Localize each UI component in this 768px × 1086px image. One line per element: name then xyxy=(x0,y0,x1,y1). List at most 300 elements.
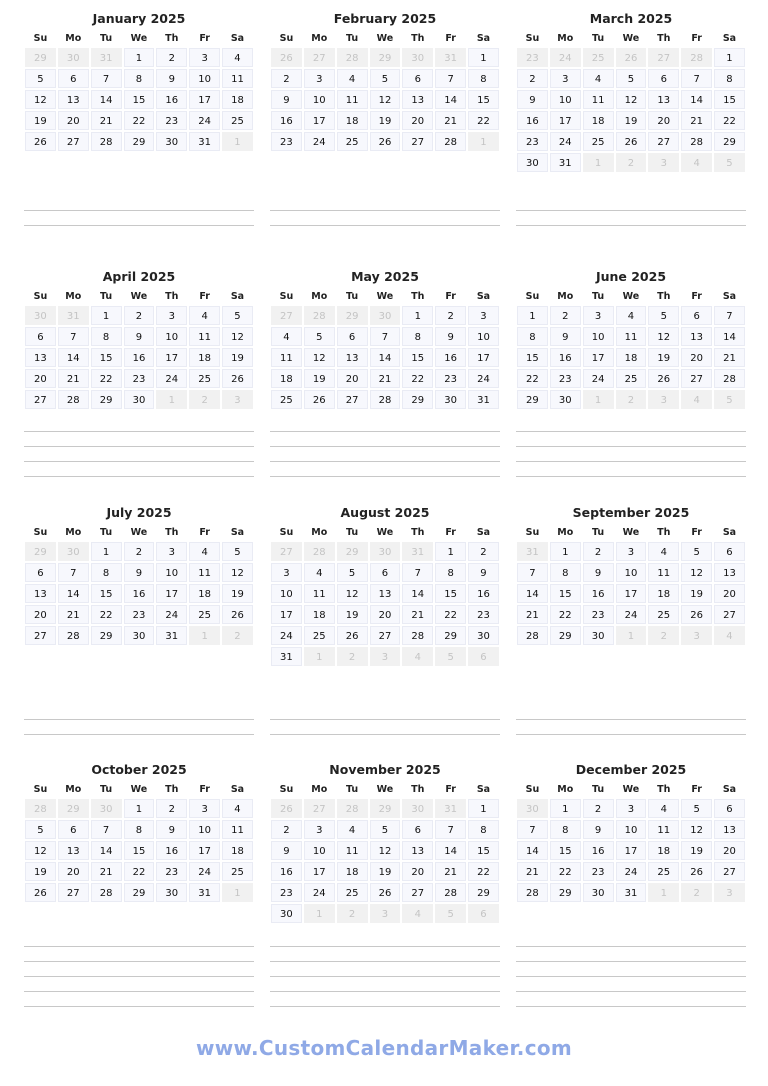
day-cell: 25 xyxy=(648,605,679,624)
day-cell: 27 xyxy=(337,390,368,409)
day-cell: 29 xyxy=(91,390,122,409)
adjacent-month-day: 30 xyxy=(91,799,122,818)
note-line xyxy=(24,431,254,432)
day-cell: 18 xyxy=(648,584,679,603)
day-cell: 12 xyxy=(222,563,253,582)
day-cell: 16 xyxy=(435,348,466,367)
day-cell: 13 xyxy=(714,563,745,582)
day-cell: 18 xyxy=(222,90,253,109)
adjacent-month-day: 28 xyxy=(681,48,712,67)
month-title: November 2025 xyxy=(329,762,441,777)
day-cell: 11 xyxy=(189,327,220,346)
day-cell: 15 xyxy=(468,841,499,860)
day-cell: 17 xyxy=(304,862,335,881)
day-cell: 10 xyxy=(271,584,302,603)
weekday-header: We xyxy=(376,784,394,795)
day-cell: 24 xyxy=(550,132,581,151)
day-cell: 17 xyxy=(550,111,581,130)
day-cell: 1 xyxy=(402,306,433,325)
day-cell: 18 xyxy=(337,111,368,130)
day-cell: 5 xyxy=(681,799,712,818)
day-cell: 27 xyxy=(681,369,712,388)
month-5 xyxy=(270,258,500,410)
note-line xyxy=(24,961,254,962)
day-cell: 15 xyxy=(468,90,499,109)
adjacent-month-day: 27 xyxy=(304,48,335,67)
day-cell: 29 xyxy=(124,132,155,151)
adjacent-month-day: 30 xyxy=(25,306,56,325)
day-cell: 20 xyxy=(58,862,89,881)
day-cell: 23 xyxy=(156,111,187,130)
day-cell: 29 xyxy=(468,883,499,902)
day-cell: 6 xyxy=(370,563,401,582)
day-cell: 15 xyxy=(550,841,581,860)
day-cell: 31 xyxy=(156,626,187,645)
adjacent-month-day: 29 xyxy=(58,799,89,818)
day-cell: 15 xyxy=(714,90,745,109)
day-cell: 22 xyxy=(124,862,155,881)
day-cell: 23 xyxy=(583,862,614,881)
weekday-header: Sa xyxy=(476,527,491,538)
adjacent-month-day: 26 xyxy=(271,48,302,67)
note-line xyxy=(270,210,500,211)
day-cell: 17 xyxy=(468,348,499,367)
weekday-header: Mo xyxy=(311,784,328,795)
day-cell: 21 xyxy=(517,605,548,624)
month-grid xyxy=(270,289,500,410)
weekday-header: We xyxy=(130,291,148,302)
day-cell: 5 xyxy=(616,69,647,88)
day-cell: 5 xyxy=(370,69,401,88)
day-cell: 29 xyxy=(550,626,581,645)
day-cell: 4 xyxy=(337,820,368,839)
adjacent-month-day: 1 xyxy=(222,883,253,902)
day-cell: 20 xyxy=(402,111,433,130)
day-cell: 26 xyxy=(222,605,253,624)
day-cell: 16 xyxy=(583,841,614,860)
day-cell: 31 xyxy=(189,883,220,902)
day-cell: 26 xyxy=(304,390,335,409)
day-cell: 7 xyxy=(517,563,548,582)
day-cell: 11 xyxy=(337,841,368,860)
adjacent-month-day: 3 xyxy=(370,904,401,923)
day-cell: 6 xyxy=(648,69,679,88)
adjacent-month-day: 3 xyxy=(648,153,679,172)
adjacent-month-day: 1 xyxy=(616,626,647,645)
weekday-header: Th xyxy=(657,527,671,538)
weekday-header: Su xyxy=(279,291,294,302)
day-cell: 13 xyxy=(714,820,745,839)
day-cell: 12 xyxy=(25,841,56,860)
day-cell: 5 xyxy=(222,542,253,561)
weekday-header: Mo xyxy=(65,291,82,302)
day-cell: 29 xyxy=(91,626,122,645)
adjacent-month-day: 31 xyxy=(517,542,548,561)
adjacent-month-day: 2 xyxy=(681,883,712,902)
day-cell: 7 xyxy=(370,327,401,346)
footer-website[interactable]: www.CustomCalendarMaker.com xyxy=(195,1036,573,1060)
day-cell: 30 xyxy=(124,626,155,645)
day-cell: 18 xyxy=(271,369,302,388)
day-cell: 15 xyxy=(124,90,155,109)
month-title: October 2025 xyxy=(91,762,187,777)
day-cell: 21 xyxy=(91,111,122,130)
day-cell: 26 xyxy=(337,626,368,645)
note-line xyxy=(270,946,500,947)
day-cell: 22 xyxy=(714,111,745,130)
adjacent-month-day: 27 xyxy=(271,306,302,325)
day-cell: 5 xyxy=(25,820,56,839)
day-cell: 10 xyxy=(189,69,220,88)
adjacent-month-day: 31 xyxy=(58,306,89,325)
day-cell: 15 xyxy=(124,841,155,860)
day-cell: 30 xyxy=(550,390,581,409)
day-cell: 17 xyxy=(583,348,614,367)
adjacent-month-day: 27 xyxy=(304,799,335,818)
day-cell: 7 xyxy=(402,563,433,582)
note-line xyxy=(516,461,746,462)
day-cell: 23 xyxy=(156,862,187,881)
day-cell: 16 xyxy=(583,584,614,603)
weekday-header: Su xyxy=(279,33,294,44)
day-cell: 19 xyxy=(681,841,712,860)
day-cell: 14 xyxy=(91,841,122,860)
day-cell: 5 xyxy=(681,542,712,561)
day-cell: 6 xyxy=(25,327,56,346)
month-7 xyxy=(24,494,254,646)
day-cell: 23 xyxy=(124,605,155,624)
day-cell: 27 xyxy=(402,883,433,902)
day-cell: 1 xyxy=(517,306,548,325)
adjacent-month-day: 30 xyxy=(517,799,548,818)
note-line xyxy=(270,991,500,992)
day-cell: 13 xyxy=(25,348,56,367)
day-cell: 8 xyxy=(517,327,548,346)
note-line xyxy=(516,431,746,432)
month-grid xyxy=(516,31,746,173)
day-cell: 18 xyxy=(189,348,220,367)
month-grid xyxy=(270,782,500,924)
day-cell: 27 xyxy=(58,883,89,902)
weekday-header: Sa xyxy=(722,33,737,44)
day-cell: 28 xyxy=(517,883,548,902)
month-grid xyxy=(516,782,746,903)
weekday-header: Sa xyxy=(476,784,491,795)
weekday-header: Th xyxy=(165,527,179,538)
adjacent-month-day: 3 xyxy=(648,390,679,409)
weekday-header: Tu xyxy=(100,33,113,44)
day-cell: 11 xyxy=(222,820,253,839)
note-line xyxy=(516,476,746,477)
month-11 xyxy=(270,751,500,924)
weekday-header: Fr xyxy=(199,527,210,538)
weekday-header: Th xyxy=(657,784,671,795)
day-cell: 11 xyxy=(616,327,647,346)
note-line xyxy=(516,719,746,720)
day-cell: 10 xyxy=(156,327,187,346)
adjacent-month-day: 6 xyxy=(468,904,499,923)
weekday-header: Fr xyxy=(691,527,702,538)
weekday-header: Sa xyxy=(722,291,737,302)
day-cell: 4 xyxy=(189,306,220,325)
day-cell: 7 xyxy=(435,820,466,839)
adjacent-month-day: 5 xyxy=(714,390,745,409)
note-line xyxy=(270,961,500,962)
day-cell: 12 xyxy=(648,327,679,346)
day-cell: 1 xyxy=(550,799,581,818)
day-cell: 18 xyxy=(222,841,253,860)
day-cell: 22 xyxy=(91,605,122,624)
day-cell: 15 xyxy=(550,584,581,603)
day-cell: 11 xyxy=(189,563,220,582)
day-cell: 14 xyxy=(517,841,548,860)
day-cell: 23 xyxy=(583,605,614,624)
day-cell: 7 xyxy=(58,327,89,346)
adjacent-month-day: 1 xyxy=(222,132,253,151)
day-cell: 9 xyxy=(271,90,302,109)
day-cell: 15 xyxy=(91,348,122,367)
weekday-header: Su xyxy=(279,784,294,795)
adjacent-month-day: 29 xyxy=(25,542,56,561)
day-cell: 16 xyxy=(124,348,155,367)
adjacent-month-day: 3 xyxy=(714,883,745,902)
day-cell: 20 xyxy=(648,111,679,130)
day-cell: 17 xyxy=(304,111,335,130)
day-cell: 15 xyxy=(517,348,548,367)
month-grid xyxy=(516,525,746,646)
adjacent-month-day: 1 xyxy=(304,647,335,666)
day-cell: 5 xyxy=(370,820,401,839)
day-cell: 4 xyxy=(616,306,647,325)
weekday-header: We xyxy=(376,33,394,44)
day-cell: 9 xyxy=(583,820,614,839)
day-cell: 20 xyxy=(370,605,401,624)
day-cell: 22 xyxy=(517,369,548,388)
day-cell: 22 xyxy=(402,369,433,388)
day-cell: 16 xyxy=(468,584,499,603)
weekday-header: Fr xyxy=(199,784,210,795)
day-cell: 25 xyxy=(222,862,253,881)
day-cell: 28 xyxy=(435,883,466,902)
day-cell: 29 xyxy=(550,883,581,902)
adjacent-month-day: 2 xyxy=(648,626,679,645)
note-line xyxy=(516,446,746,447)
weekday-header: Su xyxy=(33,291,48,302)
day-cell: 24 xyxy=(189,862,220,881)
adjacent-month-day: 2 xyxy=(189,390,220,409)
weekday-header: Sa xyxy=(476,33,491,44)
day-cell: 9 xyxy=(583,563,614,582)
day-cell: 30 xyxy=(583,626,614,645)
weekday-header: We xyxy=(130,784,148,795)
day-cell: 18 xyxy=(616,348,647,367)
weekday-header: Sa xyxy=(476,291,491,302)
weekday-header: Fr xyxy=(199,33,210,44)
day-cell: 6 xyxy=(714,799,745,818)
day-cell: 22 xyxy=(468,862,499,881)
day-cell: 1 xyxy=(435,542,466,561)
adjacent-month-day: 2 xyxy=(616,153,647,172)
weekday-header: Fr xyxy=(445,33,456,44)
month-12 xyxy=(516,751,746,903)
day-cell: 26 xyxy=(370,883,401,902)
day-cell: 8 xyxy=(402,327,433,346)
note-line xyxy=(24,446,254,447)
day-cell: 6 xyxy=(402,69,433,88)
day-cell: 17 xyxy=(189,90,220,109)
day-cell: 6 xyxy=(58,69,89,88)
day-cell: 23 xyxy=(271,132,302,151)
adjacent-month-day: 3 xyxy=(681,626,712,645)
day-cell: 28 xyxy=(402,626,433,645)
weekday-header: Mo xyxy=(65,33,82,44)
day-cell: 28 xyxy=(58,626,89,645)
day-cell: 9 xyxy=(468,563,499,582)
day-cell: 9 xyxy=(156,820,187,839)
day-cell: 14 xyxy=(91,90,122,109)
day-cell: 8 xyxy=(124,820,155,839)
note-line xyxy=(24,991,254,992)
month-title: August 2025 xyxy=(340,505,430,520)
month-1 xyxy=(24,0,254,152)
adjacent-month-day: 2 xyxy=(222,626,253,645)
day-cell: 24 xyxy=(583,369,614,388)
adjacent-month-day: 28 xyxy=(25,799,56,818)
day-cell: 22 xyxy=(468,111,499,130)
day-cell: 21 xyxy=(402,605,433,624)
day-cell: 20 xyxy=(681,348,712,367)
month-title: February 2025 xyxy=(333,11,437,26)
day-cell: 2 xyxy=(124,542,155,561)
month-grid xyxy=(24,289,254,410)
day-cell: 17 xyxy=(156,584,187,603)
day-cell: 28 xyxy=(435,132,466,151)
day-cell: 28 xyxy=(517,626,548,645)
note-line xyxy=(516,734,746,735)
weekday-header: We xyxy=(376,527,394,538)
day-cell: 20 xyxy=(25,605,56,624)
note-line xyxy=(24,1006,254,1007)
weekday-header: Tu xyxy=(346,784,359,795)
day-cell: 15 xyxy=(435,584,466,603)
day-cell: 19 xyxy=(25,862,56,881)
adjacent-month-day: 31 xyxy=(435,799,466,818)
day-cell: 23 xyxy=(468,605,499,624)
note-line xyxy=(270,225,500,226)
month-grid xyxy=(270,31,500,152)
day-cell: 7 xyxy=(435,69,466,88)
weekday-header: Tu xyxy=(592,784,605,795)
day-cell: 21 xyxy=(681,111,712,130)
day-cell: 26 xyxy=(222,369,253,388)
day-cell: 24 xyxy=(304,883,335,902)
weekday-header: We xyxy=(622,33,640,44)
weekday-header: Tu xyxy=(100,784,113,795)
day-cell: 1 xyxy=(550,542,581,561)
adjacent-month-day: 28 xyxy=(337,48,368,67)
adjacent-month-day: 26 xyxy=(616,48,647,67)
month-2 xyxy=(270,0,500,152)
month-title: December 2025 xyxy=(575,762,687,777)
adjacent-month-day: 29 xyxy=(370,799,401,818)
adjacent-month-day: 3 xyxy=(370,647,401,666)
day-cell: 7 xyxy=(714,306,745,325)
day-cell: 19 xyxy=(681,584,712,603)
day-cell: 1 xyxy=(124,48,155,67)
adjacent-month-day: 30 xyxy=(370,542,401,561)
day-cell: 2 xyxy=(550,306,581,325)
weekday-header: Mo xyxy=(311,527,328,538)
weekday-header: Fr xyxy=(199,291,210,302)
day-cell: 27 xyxy=(25,390,56,409)
day-cell: 16 xyxy=(271,862,302,881)
day-cell: 3 xyxy=(189,48,220,67)
day-cell: 26 xyxy=(681,862,712,881)
day-cell: 1 xyxy=(714,48,745,67)
weekday-header: Th xyxy=(657,291,671,302)
note-line xyxy=(270,461,500,462)
weekday-header: Tu xyxy=(592,527,605,538)
weekday-header: Tu xyxy=(592,33,605,44)
weekday-header: Su xyxy=(525,527,540,538)
day-cell: 4 xyxy=(271,327,302,346)
day-cell: 13 xyxy=(402,841,433,860)
day-cell: 9 xyxy=(156,69,187,88)
day-cell: 23 xyxy=(517,132,548,151)
weekday-header: Mo xyxy=(557,291,574,302)
day-cell: 24 xyxy=(156,369,187,388)
day-cell: 3 xyxy=(583,306,614,325)
day-cell: 12 xyxy=(222,327,253,346)
day-cell: 4 xyxy=(222,48,253,67)
day-cell: 10 xyxy=(550,90,581,109)
weekday-header: Sa xyxy=(722,527,737,538)
note-line xyxy=(516,976,746,977)
day-cell: 6 xyxy=(58,820,89,839)
weekday-header: Mo xyxy=(557,784,574,795)
day-cell: 16 xyxy=(517,111,548,130)
day-cell: 19 xyxy=(222,584,253,603)
day-cell: 16 xyxy=(271,111,302,130)
day-cell: 20 xyxy=(58,111,89,130)
day-cell: 29 xyxy=(124,883,155,902)
day-cell: 19 xyxy=(304,369,335,388)
weekday-header: Sa xyxy=(230,784,245,795)
day-cell: 5 xyxy=(222,306,253,325)
day-cell: 8 xyxy=(468,820,499,839)
adjacent-month-day: 24 xyxy=(550,48,581,67)
day-cell: 4 xyxy=(189,542,220,561)
adjacent-month-day: 5 xyxy=(435,647,466,666)
adjacent-month-day: 28 xyxy=(304,542,335,561)
month-8 xyxy=(270,494,500,667)
month-grid xyxy=(516,289,746,410)
day-cell: 16 xyxy=(156,841,187,860)
day-cell: 29 xyxy=(714,132,745,151)
day-cell: 28 xyxy=(681,132,712,151)
note-line xyxy=(24,476,254,477)
weekday-header: Tu xyxy=(100,527,113,538)
day-cell: 26 xyxy=(25,132,56,151)
day-cell: 12 xyxy=(681,563,712,582)
adjacent-month-day: 2 xyxy=(337,647,368,666)
weekday-header: Sa xyxy=(230,527,245,538)
day-cell: 10 xyxy=(304,90,335,109)
day-cell: 10 xyxy=(616,820,647,839)
day-cell: 25 xyxy=(189,369,220,388)
month-title: July 2025 xyxy=(106,505,172,520)
day-cell: 19 xyxy=(337,605,368,624)
